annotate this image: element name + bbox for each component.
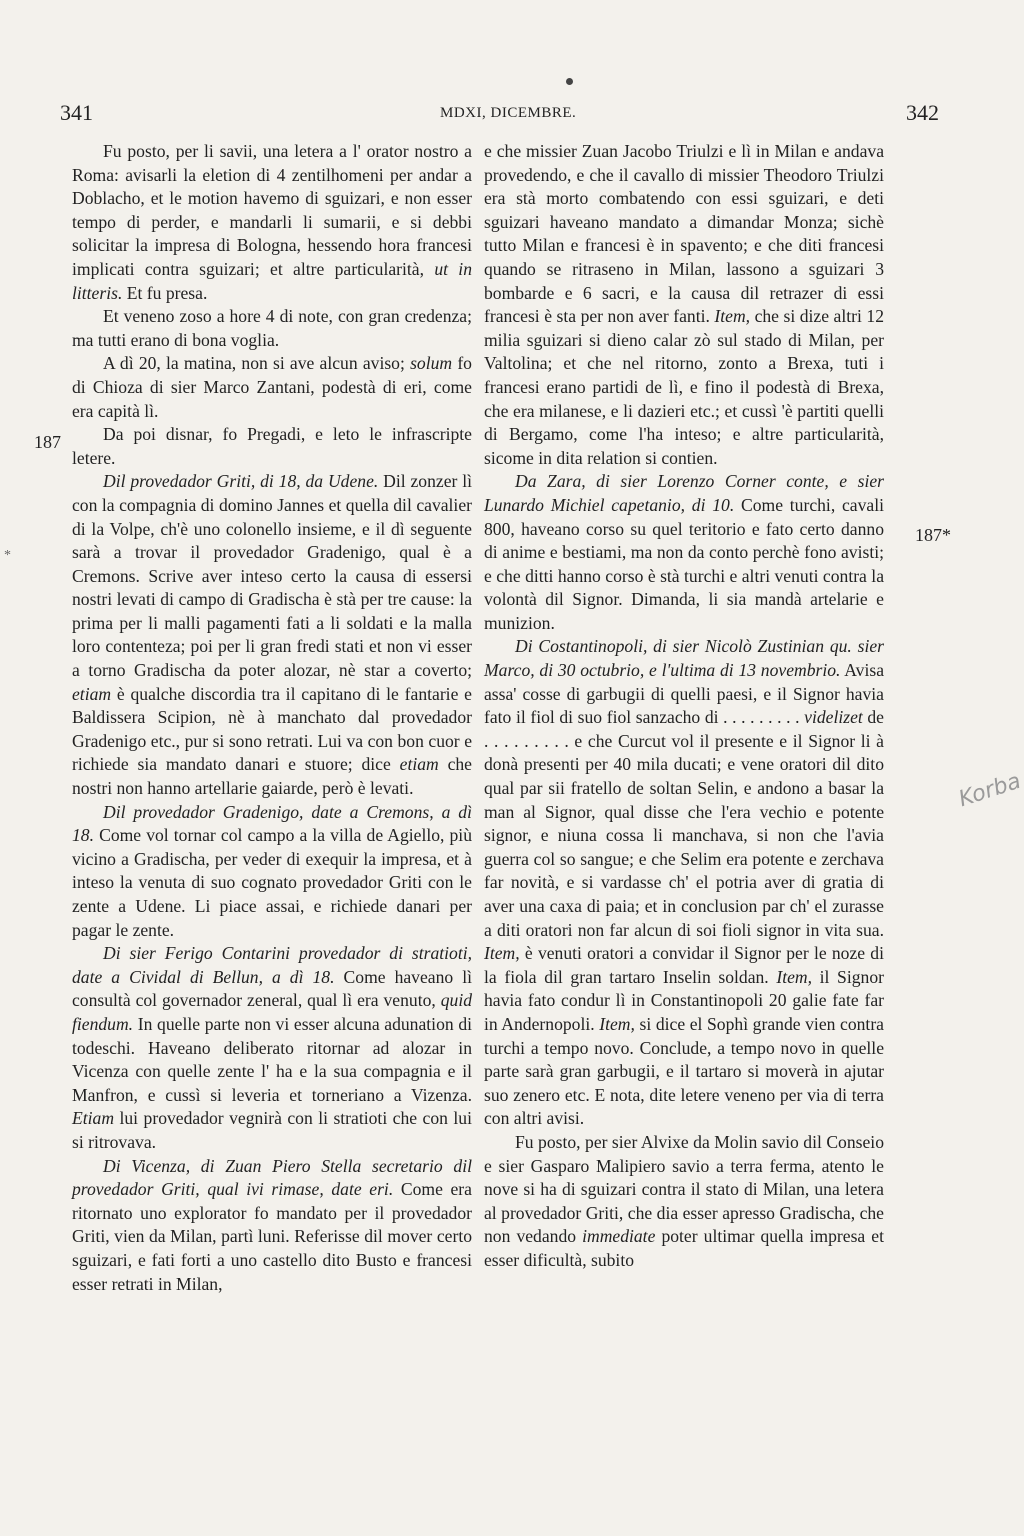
paragraph — [72, 470, 472, 800]
paragraph — [72, 942, 472, 1154]
italic-text-run: Etiam — [72, 1108, 115, 1129]
paragraph — [72, 352, 472, 423]
text-run: Et fu presa. — [122, 282, 208, 303]
text-run: Come haveano lì consultà col governador zeneral, qual lì era venuto, — [72, 966, 472, 1011]
text-run: fo di Chioza di sier Marco Zantani, podestà di eri, come era capità lì. — [72, 353, 472, 421]
text-run: che nostri non hanno artellarie gaiarde, però è levati. — [72, 754, 472, 799]
italic-text-run: Di Vicenza, di Zuan Piero Stella secretario dil provedador Griti, qual ivi rimase, date eri. — [72, 1155, 472, 1200]
paragraph — [484, 635, 884, 1130]
text-run: A dì 20, la matina, non si ave alcun aviso; — [103, 353, 411, 374]
page-number-right: 342 — [906, 100, 939, 125]
paragraph — [484, 1131, 884, 1273]
text-run: è qualche discordia tra il capitano di le fantarie e Baldissera Scipion, nè à manchato dal provedador Gradenigo etc., pur si sono retrati. Lui va con bon cuor e richiede sia mandato danari e stuore; dice — [72, 683, 472, 775]
page-number-left: 341 — [60, 100, 93, 125]
italic-text-run: Item, — [484, 943, 520, 964]
italic-text-run: videlizet — [804, 707, 863, 728]
stray-mark: * — [4, 548, 11, 563]
text-run: Avisa assa' cosse di garbugii di quelli paesi, e il Signor havia fato il fiol di suo fiol sanzacho di . . . . . . . . . — [484, 660, 885, 728]
text-run: si dice el Sophì grande vien contra turchi a tempo novo. Conclude, a tempo novo in quelle parte sarà gran garbugii, e il tartaro si moverà in ajutar suo zenero etc. E nota, dite letere veneno per via di terra con altri avisi. — [484, 1013, 884, 1129]
right-text-column — [484, 140, 884, 1273]
italic-text-run: Item, — [599, 1013, 635, 1034]
margin-reference-right: 187* — [915, 525, 951, 545]
italic-text-run: Item, — [776, 966, 813, 987]
text-run: Fu posto, per sier Alvixe da Molin savio dil Conseio e sier Gasparo Malipiero savio a terra ferma, atento le nove si ha di sguizari contra il stato di Milan, una letera al provedador Griti, che dia esser apresso Gradischa, che non vedando — [484, 1131, 884, 1247]
italic-text-run: etiam — [72, 683, 112, 704]
text-run: il Signor havia fato condur lì in Constantinopoli 20 galie fate far in Andernopoli. — [484, 966, 884, 1034]
text-run: Come vol tornar col campo a la villa de Agiello, più vicino a Gradischa, per veder di exequir la impresa, et à inteso la venuta di suo cognato provedador Griti con le zente a Udene. Li piace assai, e richiede danari per pagar le zente. — [72, 825, 472, 940]
text-run: poter ultimar quella impresa et esser dificultà, subito — [484, 1226, 884, 1270]
page-header — [0, 100, 1000, 132]
italic-text-run: Di sier Ferigo Contarini provedador di stratioti, date a Cividal di Bellun, a dì 18. — [72, 943, 472, 987]
italic-text-run: etiam — [399, 754, 439, 775]
italic-text-run: ut in litteris. — [72, 258, 472, 303]
text-run: che si dize altri 12 milia sguizari si dieno calar zò sul stado di Milan, per Valtolina; et che nel ritorno, zonto a Brexa, tuti i francesi erano partidi de lì, e fino il podestà di Brexa, che era milanese, e li dazieri etc.; et cussì 'è partiti quelli di Bergamo, come l'ha inteso; e altre particularità, sicome in dita relation si contien. — [484, 306, 884, 468]
italic-text-run: Di Costantinopoli, di sier Nicolò Zustinian qu. sier Marco, di 30 octubrio, e l'ultima di 13 novembrio. — [484, 636, 884, 681]
handwritten-annotation: Korba — [955, 768, 1024, 813]
text-run: Fu posto, per li savii, una letera a l' orator nostro a Roma: avisarli la eletion di 4 zentilhomeni per andar a Doblacho, et le motion havemo di sguizari, e non esser tempo di perder, e mandarli li sumarii, e si debbi solicitar la impresa di Bologna, hessendo hora francesi implicati contra sguizari; et altre particularità, — [72, 141, 472, 279]
running-title: MDXI, DICEMBRE. — [440, 105, 577, 121]
paragraph — [484, 140, 884, 470]
text-run: e che missier Zuan Jacobo Triulzi e lì in Milan e andava provedendo, e che il cavallo di missier Theodoro Triulzi era stà morto combatendo con essi sguizari, e deti sguizari haveano mandato a dimandar Monza; sichè tutto Milan e francesi è in spavento; e che diti francesi quando se ritraseno in Milan, lassono a sguizari 3 bombarde e 6 sacri, e la causa dil retrazer di essi francesi è sta per non aver fanti. — [484, 141, 884, 327]
italic-text-run: Dil provedador Griti, di 18, da Udene. — [103, 471, 379, 492]
italic-text-run: Dil provedador Gradenigo, date a Cremons, a dì 18. — [72, 801, 472, 846]
text-run: Come turchi, cavali 800, haveano corso su quel teritorio e fato certo danno di anime e bestiami, ma non da conto perchè fono avisti; e che ditti hanno corso è stà turchi e altri venuti contra la volontà dil Signor. Dimanda, li sia mandà artelarie e munizion. — [484, 494, 884, 633]
text-run: In quelle parte non vi esser alcuna adunation di todeschi. Haveano deliberato ritornar ad alozar in Vicenza con quelle zente l' ha e la sua compagnia e il Manfron, e cussì si leveria et torneriano a Vizenza. — [72, 1013, 472, 1105]
text-run: lui provedador vegnirà con li stratioti che con lui si ritrovava. — [72, 1108, 472, 1152]
text-run: Et veneno zoso a hore 4 di note, con gran credenza; ma tutti erano di bona voglia. — [72, 306, 472, 350]
margin-reference-left: 187 — [34, 432, 61, 452]
text-run: Come era ritornato uno explorator fo mandato per il provedador Griti, vien da Milan, partì luni. Referisse dil mover certo sguizari, e fati forti a uno castello dito Busto e francesi esser retrati in Milan, — [72, 1179, 472, 1294]
text-run: è venuti oratori a convidar il Signor per le noze di la fiola dil gran tartaro Inselin soldan. — [484, 943, 884, 987]
paragraph — [72, 140, 472, 305]
ink-dot — [566, 78, 573, 85]
italic-text-run: Item, — [714, 306, 751, 327]
text-run: Dil zonzer lì con la compagnia di domino Jannes et quella dil cavalier di la Volpe, ch'è uno colonello insieme, e il dì seguente sarà a trovar il provedador Gradenigo, qual è a Cremons. Scrive aver inteso certo la causa di essersi nostri levati di campo di Gradischa è stà per tre cause: la prima per li malli pagamenti fati a li soldati e la malla loro contenteza; poi per li gran fredi stati et non vi esser a torno Gradischa da poter alozar, nè star a coverto; — [72, 471, 472, 681]
paragraph — [72, 1155, 472, 1297]
left-text-column — [72, 140, 472, 1296]
paragraph — [72, 801, 472, 943]
text-run: Da poi disnar, fo Pregadi, e leto le infrascripte letere. — [72, 424, 472, 468]
paragraph — [484, 470, 884, 635]
italic-text-run: Da Zara, di sier Lorenzo Corner conte, e sier Lunardo Michiel capetanio, di 10. — [484, 471, 884, 515]
paragraph — [72, 423, 472, 470]
paragraph — [72, 305, 472, 352]
text-run: de . . . . . . . . . e che Curcut vol il presente e il Signor li à donà presenti per 40 mila ducati; e vene oratori dil dito qual par sii fratello de soltan Selin, e andono a basar la man al Signor, qual disse che l'era vechio e potente signor, e niuna cossa li manchava, si non che l'avia guerra col so sangue; e che Selim era potente e zerchava far novità, e si vardasse ch' el potria aver di gratia di aver una caxa di paia; et in conclusion par ch' el zurasse a diti oratori non far alcun di soi fioli signor in vita sua. — [484, 707, 884, 940]
italic-text-run: quid fiendum. — [72, 990, 472, 1034]
italic-text-run: solum — [410, 353, 453, 374]
italic-text-run: immediate — [582, 1226, 656, 1247]
